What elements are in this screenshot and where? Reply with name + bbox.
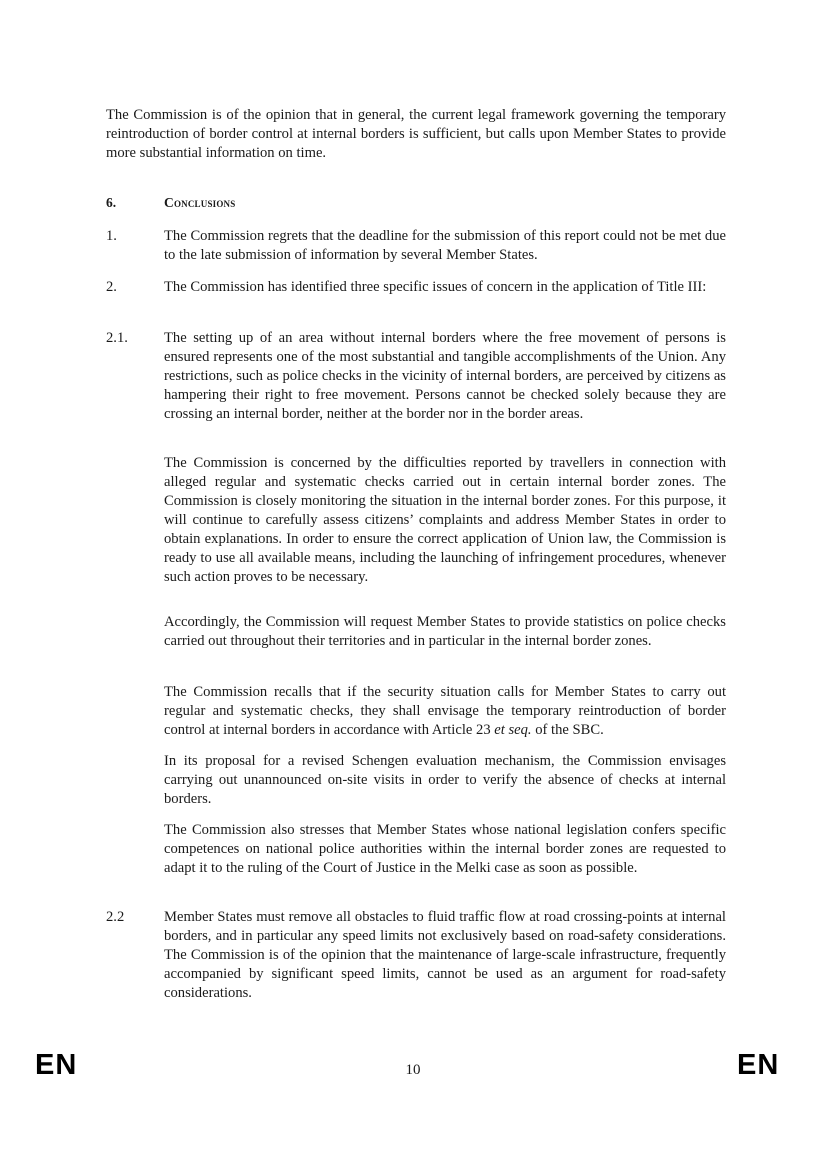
item-number: 2.1. <box>106 330 128 346</box>
item-number: 2. <box>106 279 117 295</box>
item-number: 1. <box>106 228 117 244</box>
language-label-right: EN <box>737 1049 780 1081</box>
page-number: 10 <box>405 1062 421 1078</box>
body-paragraph: In its proposal for a revised Schengen evaluation mechanism, the Commission envisages carrying out unannounced on-site visits in order to verify the absence of checks at internal borders. <box>164 753 726 807</box>
section-title: Conclusions <box>164 195 236 210</box>
item-text: The Commission has identified three specific issues of concern in the application of Title III: <box>164 279 707 295</box>
body-paragraph: Accordingly, the Commission will request Member States to provide statistics on police checks carried out throughout their territories and in particular in the internal border zones. <box>164 614 726 649</box>
body-paragraph: The Commission is concerned by the difficulties reported by travellers in connection with alleged regular and systematic checks carried out in certain internal border zones. The Commission is closely monitoring the situation in the internal border zones. For this purpose, it will continue to carefully assess citizens’ complaints and address Member States in order to obtain explanations. In order to ensure the correct application of Union law, the Commission is ready to use all available means, including the launching of infringement procedures, whenever such action proves to be necessary. <box>164 455 726 585</box>
item-number: 2.2 <box>106 909 125 925</box>
section-number: 6. <box>106 195 117 210</box>
paragraph-text: of the SBC. <box>531 722 604 738</box>
body-paragraph <box>164 683 726 740</box>
language-label-left: EN <box>35 1049 78 1081</box>
item-text: Member States must remove all obstacles to fluid traffic flow at road crossing-points at internal borders, and in particular any speed limits not exclusively based on road-safety considerations. The Commission is of the opinion that the maintenance of large-scale infrastructure, frequently accompanied by significant speed limits, cannot be used as an argument for road-safety considerations. <box>164 909 726 1001</box>
body-paragraph: The Commission also stresses that Member States whose national legislation confers specific competences on national police authorities within the internal border zones are requested to adapt it to the ruling of the Court of Justice in the Melki case as soon as possible. <box>164 822 726 876</box>
item-text: The Commission regrets that the deadline for the submission of this report could not be met due to the late submission of information by several Member States. <box>164 228 726 263</box>
paragraph-text: The Commission recalls that if the security situation calls for Member States to carry out regular and systematic checks, they shall envisage the temporary reintroduction of border control at internal borders in accordance with Article 23 <box>164 684 726 738</box>
italic-term: et seq. <box>494 722 532 738</box>
intro-paragraph: The Commission is of the opinion that in general, the current legal framework governing the temporary reintroduction of border control at internal borders is sufficient, but calls upon Member States to provide more substantial information on time. <box>106 107 726 161</box>
item-text: The setting up of an area without internal borders where the free movement of persons is ensured represents one of the most substantial and tangible accomplishments of the Union. Any restrictions, such as police checks in the vicinity of internal borders, are perceived by citizens as hampering their right to free movement. Persons cannot be checked solely because they are crossing an internal border, neither at the border nor in the border areas. <box>164 330 726 422</box>
